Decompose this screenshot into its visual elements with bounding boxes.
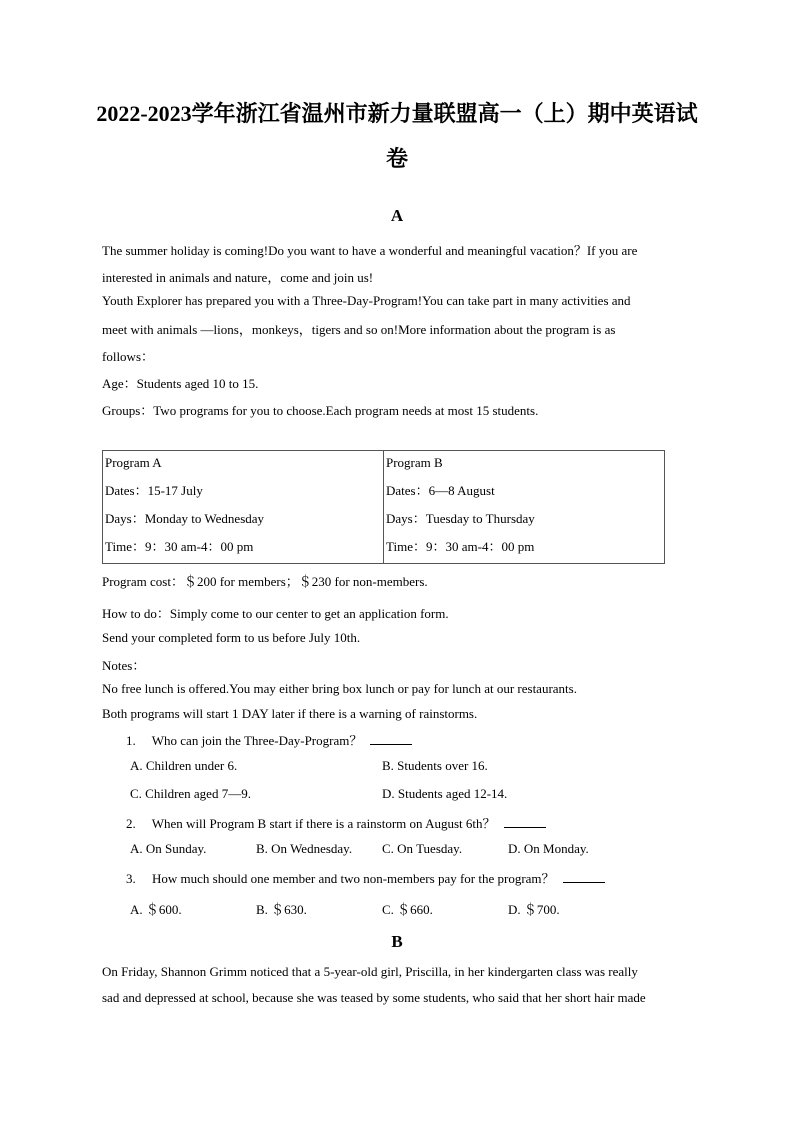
exam-title-line1: 2022-2023学年浙江省温州市新力量联盟高一（上）期中英语试 <box>96 101 698 126</box>
age-info: Age：Students aged 10 to 15. <box>102 376 259 391</box>
answer-blank[interactable] <box>563 872 605 883</box>
question-2 <box>126 813 546 832</box>
program-b-cell <box>384 451 665 564</box>
passage-a-line: follows： <box>102 349 155 364</box>
program-a-cell <box>103 451 384 564</box>
question-number: 3. <box>126 871 136 886</box>
groups-info: Groups：Two programs for you to choose.Each program needs at most 15 students. <box>102 403 539 418</box>
notes-label: Notes： <box>102 658 146 673</box>
question-3 <box>126 868 605 887</box>
question-number: 1. <box>126 733 136 748</box>
program-b-name: Program B <box>386 455 443 470</box>
option[interactable]: A. ＄600. <box>130 902 182 917</box>
question-1 <box>126 730 412 749</box>
option[interactable]: B. Students over 16. <box>382 758 488 773</box>
option[interactable]: A. Children under 6. <box>130 758 238 773</box>
program-cost: Program cost：＄200 for members；＄230 for non-members. <box>102 574 428 589</box>
question-text: How much should one member and two non-members pay for the program？ <box>152 871 555 886</box>
option[interactable]: B. ＄630. <box>256 902 307 917</box>
section-b-heading: B <box>391 932 403 951</box>
passage-b-line: On Friday, Shannon Grimm noticed that a 5-year-old girl, Priscilla, in her kindergarten class was really <box>102 964 638 979</box>
question-text: When will Program B start if there is a rainstorm on August 6th？ <box>151 816 496 831</box>
program-a-days: Days：Monday to Wednesday <box>105 511 265 526</box>
program-b-time: Time：9：30 am-4：00 pm <box>386 539 535 554</box>
program-b-dates: Dates：6—8 August <box>386 483 495 498</box>
passage-a-line: Youth Explorer has prepared you with a Three-Day-Program!You can take part in many activities and <box>102 293 631 308</box>
passage-a-line: The summer holiday is coming!Do you want to have a wonderful and meaningful vacation？If you are <box>102 243 638 258</box>
option[interactable]: D. On Monday. <box>508 841 589 856</box>
question-text: Who can join the Three-Day-Program？ <box>151 733 363 748</box>
option[interactable]: C. On Tuesday. <box>382 841 463 856</box>
question-number: 2. <box>126 816 136 831</box>
program-a-name: Program A <box>105 455 162 470</box>
send-info: Send your completed form to us before July 10th. <box>102 630 361 645</box>
option[interactable]: C. Children aged 7—9. <box>130 786 251 801</box>
answer-blank[interactable] <box>504 817 546 828</box>
option[interactable]: C. ＄660. <box>382 902 433 917</box>
note-line: No free lunch is offered.You may either bring box lunch or pay for lunch at our restaurants. <box>102 681 577 696</box>
program-a-time: Time：9：30 am-4：00 pm <box>105 539 254 554</box>
exam-title-line2: 卷 <box>385 146 408 171</box>
answer-blank[interactable] <box>370 734 412 745</box>
option[interactable]: A. On Sunday. <box>130 841 207 856</box>
how-to-do: How to do：Simply come to our center to get an application form. <box>102 606 449 621</box>
passage-a-line: interested in animals and nature，come and join us! <box>102 270 374 285</box>
passage-a-line: meet with animals —lions，monkeys，tigers and so on!More information about the program is as <box>102 322 616 337</box>
option[interactable]: D. ＄700. <box>508 902 560 917</box>
section-a-heading: A <box>390 206 404 225</box>
note-line: Both programs will start 1 DAY later if there is a warning of rainstorms. <box>102 706 478 721</box>
option[interactable]: D. Students aged 12-14. <box>382 786 508 801</box>
passage-b-line: sad and depressed at school, because she was teased by some students, who said that her short hair made <box>102 990 646 1005</box>
program-table <box>102 450 665 564</box>
option[interactable]: B. On Wednesday. <box>256 841 353 856</box>
program-a-dates: Dates：15-17 July <box>105 483 203 498</box>
program-b-days: Days：Tuesday to Thursday <box>386 511 535 526</box>
